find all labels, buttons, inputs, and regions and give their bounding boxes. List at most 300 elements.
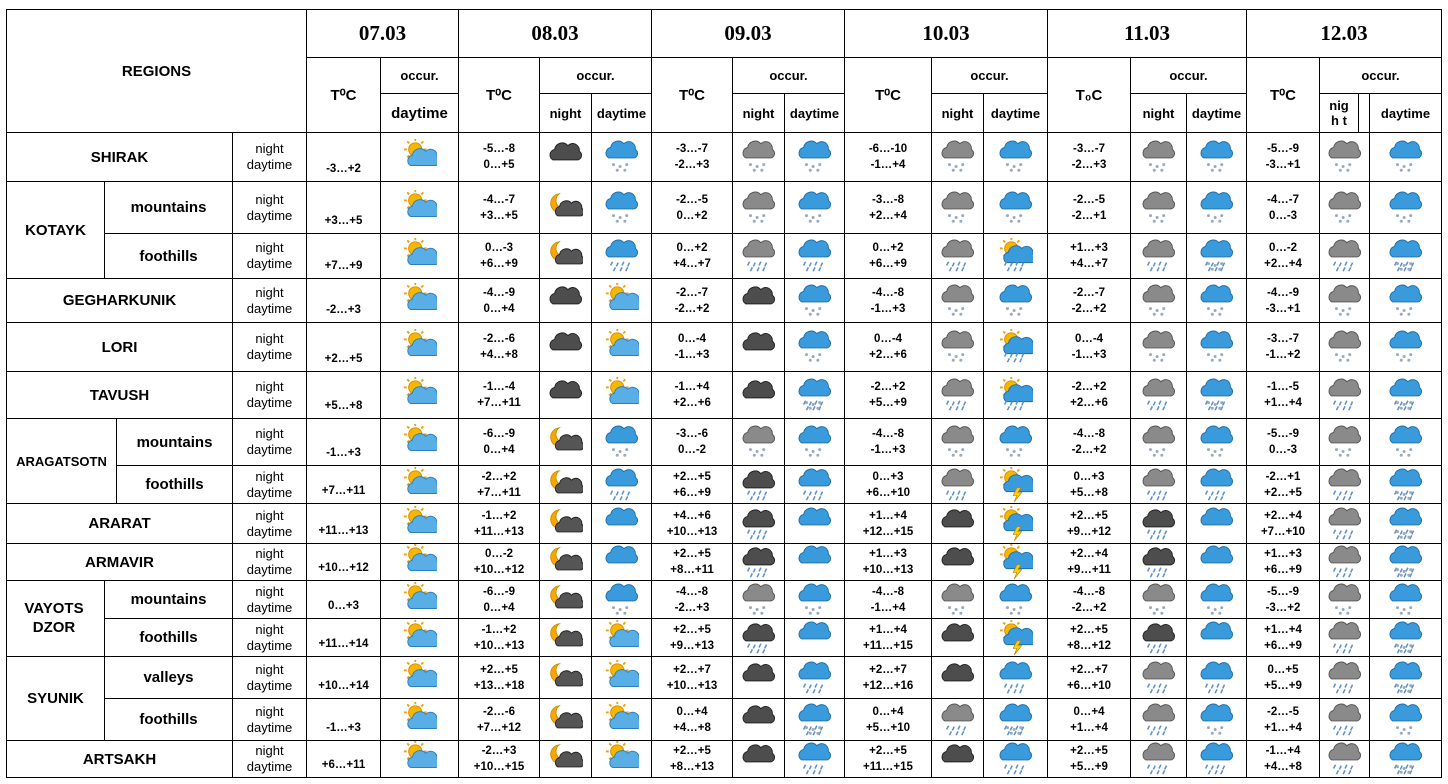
temperature xyxy=(651,371,733,419)
night-temp: -2…+1 xyxy=(1265,470,1301,483)
cloud-sleet-icon xyxy=(1328,377,1362,413)
weather-icon-cell xyxy=(1319,278,1370,323)
cloud-snow-icon xyxy=(742,424,776,460)
row-period-labels xyxy=(232,371,307,419)
weather-icon-cell xyxy=(380,278,459,323)
cloud-snow-icon xyxy=(1142,329,1176,365)
night-temp: -1…+4 xyxy=(674,381,710,393)
snow-cloud-icon xyxy=(605,582,639,618)
weather-icon-cell xyxy=(1369,371,1442,419)
temperature xyxy=(844,418,932,466)
temperature xyxy=(1246,740,1320,778)
day-temp: +7…+11 xyxy=(477,397,521,409)
weather-icon-cell xyxy=(1319,371,1370,419)
rain-cloud-icon xyxy=(1200,660,1234,696)
night-header: nigh t xyxy=(1319,93,1359,133)
weather-icon-cell xyxy=(784,132,845,182)
weather-icon-cell xyxy=(1319,132,1370,182)
day-temp: -2…+3 xyxy=(674,601,710,614)
region-name: SYUNIK xyxy=(6,656,105,741)
sleet-cloud-icon xyxy=(798,377,832,413)
day-temp: +9…+12 xyxy=(1066,525,1112,538)
weather-icon-cell xyxy=(784,503,845,544)
temp-header: T⁰C xyxy=(458,57,540,133)
cloud-rain-icon xyxy=(742,467,776,503)
day-temp: +8…+11 xyxy=(670,564,714,576)
snow-cloud-icon xyxy=(1389,702,1423,738)
weather-icon-cell xyxy=(784,698,845,741)
temperature xyxy=(1047,580,1131,619)
temperature xyxy=(1047,740,1131,778)
night-temp: -4…-9 xyxy=(483,286,515,299)
occurrence-header: occur. xyxy=(732,57,845,94)
night-temp: 0…+4 xyxy=(676,705,708,718)
night-temp: +4…+6 xyxy=(673,509,711,522)
weather-icon-cell xyxy=(1186,698,1247,741)
cloud-rain-icon xyxy=(742,544,776,580)
temperature xyxy=(1246,418,1320,466)
day-temp: +7…+12 xyxy=(476,721,522,734)
cloud-rain-icon xyxy=(1142,544,1176,580)
sun-cloud-icon xyxy=(403,190,437,226)
daytime-header: daytime xyxy=(983,93,1048,133)
temperature xyxy=(458,618,540,657)
night-temp: -6…-10 xyxy=(868,143,908,155)
sun-cloud-icon xyxy=(403,582,437,618)
temperature xyxy=(1246,278,1320,323)
temperature xyxy=(1047,656,1131,699)
weather-icon-cell xyxy=(983,580,1048,619)
day-temp: +2…+6 xyxy=(673,397,711,409)
night-temp: -6…-9 xyxy=(483,585,515,598)
temperature: 0…+3 xyxy=(306,580,381,619)
sun-cloud-icon xyxy=(403,544,437,580)
moon-cloud-icon xyxy=(549,702,583,738)
region-name: ARARAT xyxy=(6,503,233,544)
sun-rain-icon xyxy=(999,238,1033,274)
region-name: GEGHARKUNIK xyxy=(6,278,233,323)
day-temp: +5…+10 xyxy=(865,721,911,734)
temperature xyxy=(1246,465,1320,504)
snow-cloud-icon xyxy=(1200,283,1234,319)
cloud-snow-icon xyxy=(1142,139,1176,175)
weather-icon-cell xyxy=(1319,656,1370,699)
day-temp: +11…+15 xyxy=(863,639,913,652)
day-temp: +7…+11 xyxy=(477,486,521,499)
sun-rain-icon xyxy=(999,329,1033,365)
dark-cloud-icon xyxy=(549,139,583,175)
day-temp: +2…+5 xyxy=(1264,486,1302,499)
sun-cloud-icon xyxy=(403,467,437,503)
night-temp: -2…+2 xyxy=(481,470,517,483)
night-temp: +2…+5 xyxy=(673,470,711,483)
day-temp: -3…+2 xyxy=(1265,601,1301,614)
region-name: ARTSAKH xyxy=(6,740,233,778)
temperature: +7…+11 xyxy=(306,465,381,504)
weather-icon-cell xyxy=(931,656,984,699)
weather-icon-cell xyxy=(931,580,984,619)
subregion-name: mountains xyxy=(104,181,233,234)
rain-cloud-icon xyxy=(798,741,832,777)
row-period-labels xyxy=(232,543,307,581)
weather-icon-cell xyxy=(380,618,459,657)
weather-icon-cell xyxy=(931,132,984,182)
subregion-name: foothills xyxy=(116,465,233,504)
weather-icon-cell xyxy=(591,132,652,182)
night-temp: +1…+4 xyxy=(869,623,907,636)
night-temp: -1…-5 xyxy=(1267,381,1299,393)
weather-icon-cell xyxy=(1130,656,1187,699)
weather-icon-cell xyxy=(380,656,459,699)
weather-icon-cell xyxy=(983,278,1048,323)
temperature xyxy=(1047,132,1131,182)
weather-icon-cell xyxy=(1369,618,1442,657)
temperature xyxy=(1246,233,1320,279)
thunder-icon xyxy=(999,506,1033,542)
night-temp: +1…+3 xyxy=(1070,242,1108,254)
weather-icon-cell xyxy=(539,181,592,234)
weather-icon-cell xyxy=(1186,580,1247,619)
weather-icon-cell xyxy=(732,278,785,323)
moon-cloud-icon xyxy=(549,582,583,618)
weather-icon-cell xyxy=(1369,740,1442,778)
day-temp: +6…+9 xyxy=(1264,639,1302,652)
weather-icon-cell xyxy=(784,618,845,657)
subregion-name: foothills xyxy=(104,698,233,741)
night-temp: +2…+7 xyxy=(673,663,711,676)
snow-cloud-icon xyxy=(1200,424,1234,460)
daytime-label: daytime xyxy=(246,759,293,774)
weather-icon-cell xyxy=(732,618,785,657)
region-name: LORI xyxy=(6,322,233,372)
day-temp: -2…+2 xyxy=(1071,444,1107,456)
weather-icon-cell xyxy=(732,132,785,182)
temperature xyxy=(1047,371,1131,419)
cloud-rain-icon xyxy=(1142,620,1176,656)
temperature xyxy=(458,371,540,419)
weather-icon-cell xyxy=(1319,233,1370,279)
snow-cloud-icon xyxy=(1389,190,1423,226)
temperature xyxy=(458,698,540,741)
night-temp: -2…-7 xyxy=(1073,286,1105,299)
weather-icon-cell xyxy=(1186,418,1247,466)
sun-cloud-icon xyxy=(605,741,639,777)
cloud-sleet-icon xyxy=(941,377,975,413)
day-temp: +7…+10 xyxy=(1260,525,1306,538)
snow-cloud-icon xyxy=(798,139,832,175)
weather-icon-cell xyxy=(784,322,845,372)
night-temp: 0…-4 xyxy=(677,333,707,345)
dark-cloud-icon xyxy=(941,620,975,656)
thunder-icon xyxy=(999,620,1033,656)
temperature xyxy=(1047,322,1131,372)
sun-cloud-icon xyxy=(403,741,437,777)
cloud-sleet-icon xyxy=(941,467,975,503)
temperature xyxy=(1047,503,1131,544)
temperature xyxy=(458,503,540,544)
weather-icon-cell xyxy=(1130,580,1187,619)
cloud-snow-icon xyxy=(941,329,975,365)
weather-icon-cell xyxy=(784,465,845,504)
temperature xyxy=(458,543,540,581)
night-temp: -6…-9 xyxy=(483,428,515,440)
temperature xyxy=(1047,278,1131,323)
temperature xyxy=(651,233,733,279)
night-temp: -4…-7 xyxy=(483,193,515,206)
daytime-header: daytime xyxy=(784,93,845,133)
weather-icon-cell xyxy=(784,543,845,581)
sleet-cloud-icon xyxy=(999,702,1033,738)
night-header: night xyxy=(732,93,785,133)
day-temp: +10…+13 xyxy=(473,639,525,652)
night-temp: +1…+4 xyxy=(869,509,907,522)
sun-cloud-icon xyxy=(403,702,437,738)
night-temp: +2…+4 xyxy=(1070,548,1108,560)
sun-cloud-icon xyxy=(605,702,639,738)
night-temp: -3…-8 xyxy=(872,193,904,206)
subregion-name: foothills xyxy=(104,233,233,279)
day-temp: +11…+15 xyxy=(863,761,913,773)
night-temp: -1…+4 xyxy=(1265,745,1301,757)
temperature xyxy=(844,371,932,419)
weather-icon-cell xyxy=(1369,580,1442,619)
night-temp: +1…+3 xyxy=(1264,548,1302,560)
snow-cloud-icon xyxy=(999,190,1033,226)
weather-icon-cell xyxy=(1319,740,1370,778)
temperature xyxy=(458,465,540,504)
weather-icon-cell xyxy=(1319,465,1370,504)
temperature: +11…+13 xyxy=(306,503,381,544)
temperature xyxy=(651,656,733,699)
daytime-label: daytime xyxy=(246,637,293,653)
sun-cloud-icon xyxy=(403,660,437,696)
temperature xyxy=(844,698,932,741)
cloud-sleet-icon xyxy=(1328,238,1362,274)
temperature xyxy=(651,503,733,544)
daytime-label: daytime xyxy=(246,442,293,457)
cloud-icon xyxy=(605,544,639,580)
cloud-rain-icon xyxy=(742,506,776,542)
snow-cloud-icon xyxy=(1200,329,1234,365)
temp-header: T⁰C xyxy=(1246,57,1320,133)
night-temp: -4…-7 xyxy=(1267,193,1299,206)
night-temp: 0…-2 xyxy=(1268,242,1298,254)
night-temp: 0…+3 xyxy=(872,470,904,483)
rain-cloud-icon xyxy=(798,238,832,274)
weather-icon-cell xyxy=(380,503,459,544)
cloud-snow-icon xyxy=(1328,329,1362,365)
rain-cloud-icon xyxy=(999,741,1033,777)
temperature xyxy=(1047,418,1131,466)
weather-icon-cell xyxy=(591,740,652,778)
cloud-sleet-icon xyxy=(941,702,975,738)
row-period-labels xyxy=(232,503,307,544)
cloud-rain-icon xyxy=(1142,506,1176,542)
temperature xyxy=(844,503,932,544)
night-header: night xyxy=(931,93,984,133)
dark-cloud-icon xyxy=(742,329,776,365)
day-temp: +4…+8 xyxy=(480,349,518,361)
moon-cloud-icon xyxy=(549,238,583,274)
day-temp: -2…+2 xyxy=(1071,302,1107,315)
cloud-icon xyxy=(605,506,639,542)
temperature xyxy=(458,132,540,182)
weather-icon-cell xyxy=(1369,465,1442,504)
day-temp: +1…+4 xyxy=(1264,721,1302,734)
daytime-label: daytime xyxy=(246,599,293,615)
temperature xyxy=(844,181,932,234)
weather-icon-cell xyxy=(380,698,459,741)
temperature xyxy=(651,322,733,372)
night-label: night xyxy=(255,191,284,207)
weather-icon-cell xyxy=(591,465,652,504)
night-temp: 0…+4 xyxy=(1073,705,1105,718)
snow-cloud-icon xyxy=(798,283,832,319)
temperature xyxy=(1047,233,1131,279)
weather-icon-cell xyxy=(732,322,785,372)
weather-icon-cell xyxy=(591,278,652,323)
weather-icon-cell xyxy=(1186,618,1247,657)
temperature xyxy=(458,656,540,699)
day-temp: +5…+9 xyxy=(869,397,907,409)
weather-icon-cell xyxy=(1319,618,1370,657)
temperature xyxy=(458,322,540,372)
temperature xyxy=(844,656,932,699)
thunder-icon xyxy=(999,467,1033,503)
temp-header: T⁰C xyxy=(844,57,932,133)
night-temp: +2…+5 xyxy=(673,623,711,636)
day-temp: +6…+9 xyxy=(869,258,907,270)
temperature xyxy=(458,233,540,279)
temperature xyxy=(844,618,932,657)
dark-cloud-icon xyxy=(941,544,975,580)
weather-icon-cell xyxy=(983,322,1048,372)
weather-icon-cell xyxy=(1186,233,1247,279)
weather-icon-cell xyxy=(1186,656,1247,699)
day-temp: -1…+3 xyxy=(1071,349,1107,361)
day-temp: 0…+2 xyxy=(676,209,708,222)
weather-icon-cell xyxy=(983,418,1048,466)
weather-icon-cell xyxy=(1186,543,1247,581)
night-temp: -3…-6 xyxy=(676,428,708,440)
date-header: 09.03 xyxy=(651,9,845,58)
weather-icon-cell xyxy=(591,371,652,419)
cloud-sleet-icon xyxy=(1142,377,1176,413)
day-temp: +2…+4 xyxy=(1264,258,1302,270)
night-temp: -1…+2 xyxy=(481,509,517,522)
sleet-cloud-icon xyxy=(798,702,832,738)
weather-icon-cell xyxy=(1130,618,1187,657)
row-period-labels xyxy=(232,233,307,279)
sleet-cloud-icon xyxy=(1200,377,1234,413)
thunder-icon xyxy=(999,544,1033,580)
temperature xyxy=(1047,543,1131,581)
temperature: +7…+9 xyxy=(306,233,381,279)
daytime-label: daytime xyxy=(246,523,293,539)
weather-icon-cell xyxy=(539,132,592,182)
weather-icon-cell xyxy=(539,278,592,323)
temperature xyxy=(844,465,932,504)
cloud-sleet-icon xyxy=(1142,741,1176,777)
night-temp: +2…+5 xyxy=(673,548,711,560)
weather-icon-cell xyxy=(539,503,592,544)
night-temp: -3…-7 xyxy=(1267,333,1299,345)
cloud-sleet-icon xyxy=(1142,238,1176,274)
cloud-snow-icon xyxy=(1142,424,1176,460)
day-temp: +10…+13 xyxy=(666,525,718,538)
day-temp: 0…+4 xyxy=(483,601,515,614)
weather-icon-cell xyxy=(1186,132,1247,182)
snow-cloud-icon xyxy=(1389,139,1423,175)
weather-icon-cell xyxy=(983,371,1048,419)
temperature xyxy=(458,740,540,778)
night-temp: -1…-4 xyxy=(483,381,515,393)
cloud-sleet-icon xyxy=(941,238,975,274)
row-period-labels xyxy=(232,322,307,372)
weather-icon-cell xyxy=(380,543,459,581)
daytime-label: daytime xyxy=(246,256,293,271)
cloud-sleet-icon xyxy=(1328,467,1362,503)
day-temp: +6…+9 xyxy=(1264,564,1302,576)
daytime-header: daytime xyxy=(1369,93,1442,133)
weather-icon-cell xyxy=(1369,698,1442,741)
cloud-sleet-icon xyxy=(1328,620,1362,656)
date-header: 07.03 xyxy=(306,9,459,58)
dark-cloud-icon xyxy=(549,329,583,365)
region-name: TAVUSH xyxy=(6,371,233,419)
day-temp: 0…-3 xyxy=(1268,209,1298,222)
dark-cloud-icon xyxy=(742,377,776,413)
cloud-snow-icon xyxy=(1328,139,1362,175)
weather-icon-cell xyxy=(1369,322,1442,372)
weather-icon-cell xyxy=(591,618,652,657)
weather-icon-cell xyxy=(732,503,785,544)
moon-cloud-icon xyxy=(549,424,583,460)
night-label: night xyxy=(255,426,284,441)
day-temp: +1…+4 xyxy=(1070,721,1108,734)
sun-cloud-icon xyxy=(605,377,639,413)
snow-cloud-icon xyxy=(605,139,639,175)
cloud-snow-icon xyxy=(742,139,776,175)
day-temp: +10…+13 xyxy=(862,564,914,576)
day-temp: +6…+9 xyxy=(480,258,518,270)
cloud-sleet-icon xyxy=(1142,660,1176,696)
subregion-name: mountains xyxy=(104,580,233,619)
weather-icon-cell xyxy=(983,740,1048,778)
weather-icon-cell xyxy=(1369,233,1442,279)
night-label: night xyxy=(255,468,284,484)
rain-cloud-icon xyxy=(605,238,639,274)
night-temp: +2…+7 xyxy=(869,663,907,676)
night-label: night xyxy=(255,703,284,719)
cloud-snow-icon xyxy=(1328,190,1362,226)
night-temp: -4…-8 xyxy=(676,585,708,598)
day-temp: +8…+12 xyxy=(1066,639,1112,652)
sun-cloud-icon xyxy=(605,660,639,696)
cloud-sleet-icon xyxy=(1328,660,1362,696)
temperature xyxy=(844,543,932,581)
temperature xyxy=(1246,543,1320,581)
sleet-cloud-icon xyxy=(1389,467,1423,503)
weather-icon-cell xyxy=(1130,740,1187,778)
day-temp: -3…+1 xyxy=(1265,302,1301,315)
snow-cloud-icon xyxy=(999,283,1033,319)
moon-cloud-icon xyxy=(549,620,583,656)
weather-icon-cell xyxy=(1319,698,1370,741)
weather-icon-cell xyxy=(1369,656,1442,699)
snow-cloud-icon xyxy=(1389,283,1423,319)
night-temp: -4…-8 xyxy=(872,286,904,299)
